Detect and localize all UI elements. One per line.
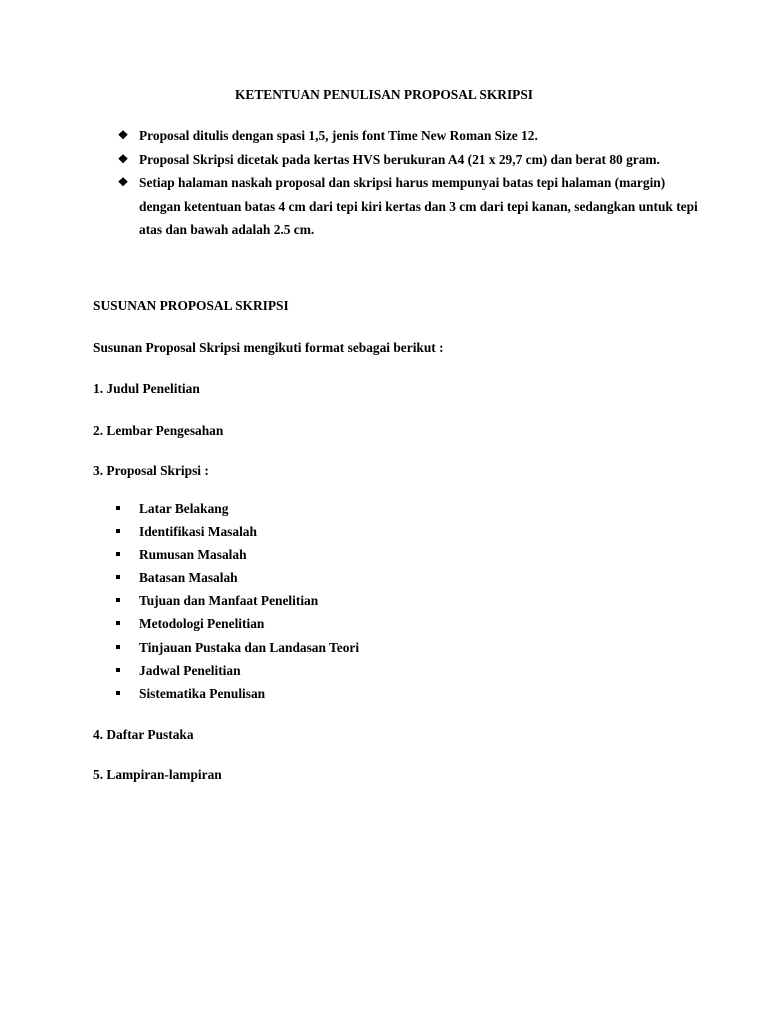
- list-item: [0, 684, 768, 707]
- numbered-item-judul: 1. Judul Penelitian: [93, 381, 200, 396]
- list-item: [0, 591, 768, 614]
- list-item-label: Jadwal Penelitian: [139, 662, 241, 678]
- square-bullet-icon: [116, 552, 120, 556]
- square-bullet-icon: [116, 691, 120, 695]
- rule-item: [0, 148, 768, 172]
- list-item-label: Sistematika Penulisan: [139, 685, 266, 701]
- square-bullet-icon: [116, 645, 120, 649]
- list-item-label: Tujuan dan Manfaat Penelitian: [139, 593, 319, 609]
- square-bullet-icon: [116, 668, 120, 672]
- list-item: [0, 614, 768, 637]
- rule-item: [0, 171, 768, 242]
- list-item-label: Tinjauan Pustaka dan Landasan Teori: [139, 639, 360, 655]
- rule-item: [0, 124, 768, 148]
- rule-text: Proposal ditulis dengan spasi 1,5, jenis font Time New Roman Size 12.: [139, 128, 538, 143]
- list-item-label: Metodologi Penelitian: [139, 616, 265, 632]
- numbered-item-lembar: 2. Lembar Pengesahan: [93, 423, 224, 438]
- list-item-label: Latar Belakang: [139, 501, 229, 516]
- list-item: [0, 545, 768, 568]
- square-bullet-icon: [116, 621, 120, 625]
- rule-text: Proposal Skripsi dicetak pada kertas HVS berukuran A4 (21 x 29,7 cm) dan berat 80 gram.: [139, 151, 660, 167]
- document-title: KETENTUAN PENULISAN PROPOSAL SKRIPSI: [235, 87, 533, 102]
- numbered-item-daftar-pustaka: 4. Daftar Pustaka: [93, 727, 194, 742]
- intro-text: Susunan Proposal Skripsi mengikuti format sebagai berikut :: [93, 340, 444, 355]
- rule-text: Setiap halaman naskah proposal dan skripsi harus mempunyai batas tepi halaman (margin) dengan ketentuan batas 4 cm dari tepi kiri kertas dan 3 cm dari tepi kanan, sedangkan untuk tepi atas dan bawah adalah 2.5 cm.: [139, 175, 698, 237]
- list-item: [0, 661, 768, 684]
- list-item: [0, 499, 768, 522]
- list-item-label: Identifikasi Masalah: [139, 524, 257, 540]
- list-item: [0, 638, 768, 661]
- square-bullet-icon: [116, 598, 120, 602]
- list-item: [0, 522, 768, 545]
- list-item-label: Batasan Masalah: [139, 570, 238, 586]
- list-item: [0, 568, 768, 591]
- numbered-item-lampiran: 5. Lampiran-lampiran: [93, 767, 222, 782]
- proposal-parts-list: [0, 499, 768, 707]
- diamond-bullet-icon: ❖: [117, 175, 129, 189]
- square-bullet-icon: [116, 575, 120, 579]
- square-bullet-icon: [116, 529, 120, 533]
- list-item-label: Rumusan Masalah: [139, 547, 247, 563]
- formatting-rules-list: [0, 124, 768, 242]
- numbered-item-proposal: 3. Proposal Skripsi :: [93, 463, 209, 478]
- square-bullet-icon: [116, 506, 120, 510]
- diamond-bullet-icon: ❖: [117, 128, 129, 142]
- diamond-bullet-icon: ❖: [117, 151, 129, 166]
- section-heading: SUSUNAN PROPOSAL SKRIPSI: [93, 298, 289, 313]
